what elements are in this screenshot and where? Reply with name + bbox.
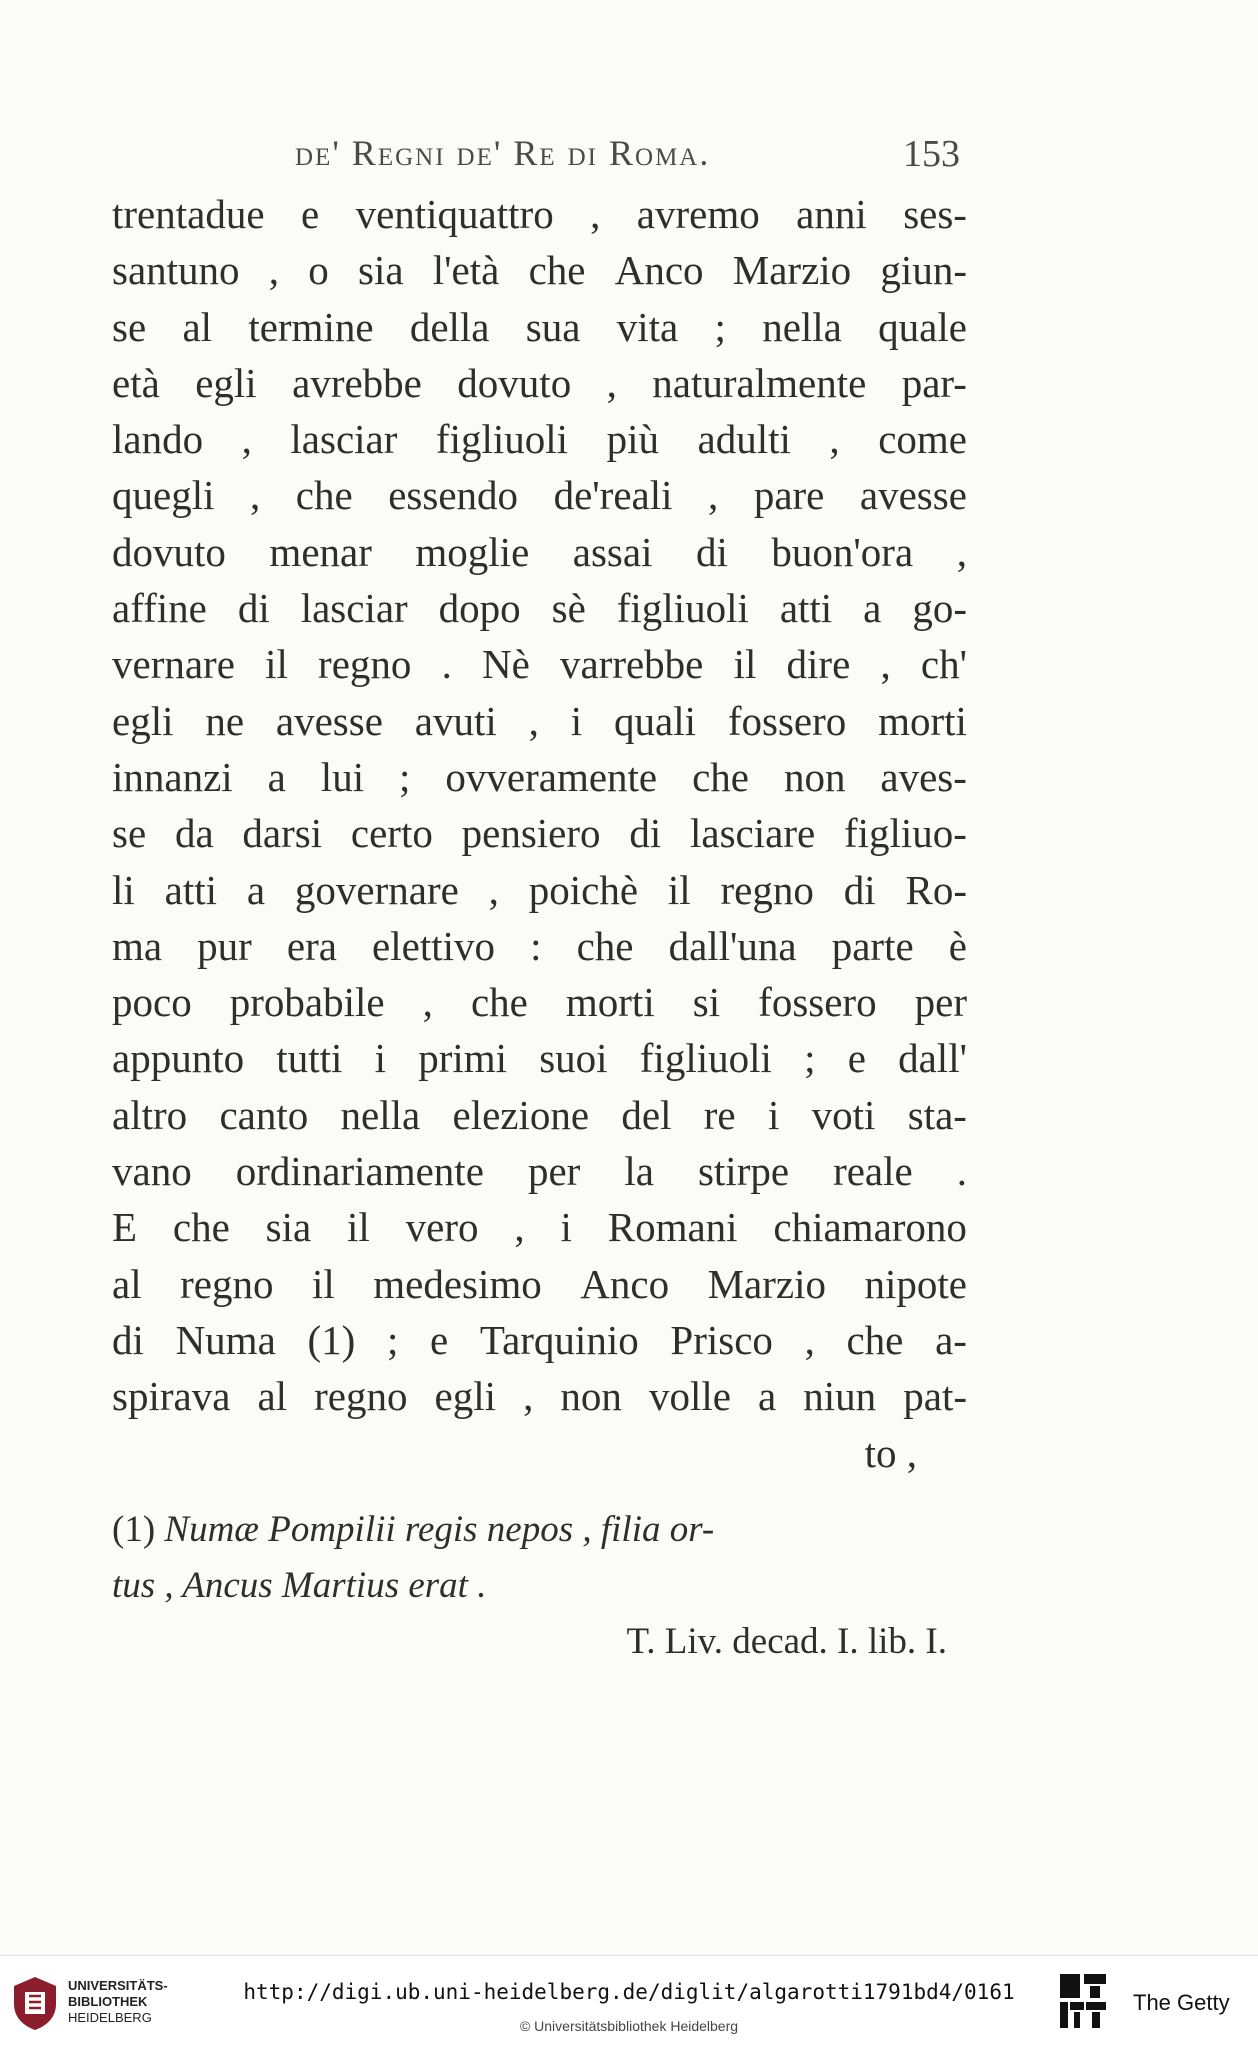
word: suoi — [539, 1035, 608, 1082]
word: vernare — [112, 641, 235, 688]
footnote-marker: (1) — [112, 1509, 156, 1550]
word: certo — [350, 810, 433, 857]
word: , — [956, 528, 967, 575]
word: l'età — [432, 247, 500, 294]
word: vano — [112, 1148, 192, 1195]
word: quegli — [112, 472, 215, 519]
word: termine — [248, 303, 374, 350]
word: chiamarono — [773, 1204, 967, 1251]
word: ; — [714, 303, 726, 350]
word: dopo — [438, 585, 521, 632]
word: , — [829, 416, 840, 463]
word: al — [182, 303, 213, 350]
word: vero — [405, 1204, 479, 1251]
text-line — [112, 524, 967, 580]
footnote-citation: T. Liv. decad. I. lib. I. — [626, 1621, 947, 1662]
page-number: 153 — [903, 133, 960, 175]
word: ; — [399, 753, 411, 800]
running-title: de' Regni de' Re di Roma. — [295, 133, 711, 173]
word: figliuoli — [639, 1035, 772, 1082]
word: pat- — [903, 1373, 967, 1420]
text-line — [112, 749, 967, 805]
library-name-line-2: BIBLIOTHEK — [68, 1994, 148, 2009]
word: il — [311, 1260, 335, 1307]
word: canto — [219, 1091, 309, 1138]
word: pensiero — [461, 810, 601, 857]
word: poichè — [528, 866, 639, 913]
word: i — [374, 1035, 386, 1082]
text-line — [112, 805, 967, 861]
word: governare — [294, 866, 459, 913]
word: lasciar — [290, 416, 398, 463]
copyright-notice: © Universitätsbibliothek Heidelberg — [519, 2018, 739, 2034]
word: elettivo — [372, 922, 496, 969]
word: il — [733, 641, 757, 688]
word: li — [112, 866, 135, 913]
word: voti — [811, 1091, 876, 1138]
word: par- — [901, 359, 967, 406]
word: di — [112, 1316, 144, 1363]
word: se — [112, 303, 147, 350]
word: di — [696, 528, 728, 575]
word: assai — [572, 528, 653, 575]
word: reale — [833, 1148, 913, 1195]
footnote — [112, 1502, 967, 1670]
word: , — [268, 247, 280, 294]
word: , — [422, 979, 433, 1026]
word: . — [441, 641, 452, 688]
word: Marzio — [732, 247, 852, 294]
text-line — [112, 693, 967, 749]
word: menar — [269, 528, 372, 575]
word: al — [257, 1373, 288, 1420]
word: tutti — [276, 1035, 343, 1082]
word: i — [767, 1091, 780, 1138]
word: che — [846, 1316, 904, 1363]
text-line — [112, 186, 967, 242]
word: moglie — [415, 528, 530, 575]
text-line — [112, 299, 967, 355]
word: egli — [195, 359, 257, 406]
word: dovuto — [457, 359, 572, 406]
word: a — [246, 866, 266, 913]
word: egli — [434, 1373, 497, 1420]
word: buon'ora — [771, 528, 914, 575]
word: de'reali — [553, 472, 673, 519]
footnote-line-1 — [112, 1502, 967, 1558]
word: anni — [796, 191, 867, 237]
word: che — [576, 922, 634, 969]
word: lui — [320, 753, 365, 800]
word: il — [667, 866, 691, 913]
word: che — [528, 247, 586, 294]
word: ne — [205, 697, 245, 744]
text-line — [112, 355, 967, 411]
word: stirpe — [697, 1148, 790, 1195]
word: trentadue — [112, 191, 265, 237]
text-line — [112, 1199, 967, 1255]
word: Prisco — [670, 1316, 773, 1363]
word: Tarquinio — [479, 1316, 639, 1363]
word: Numa — [175, 1316, 276, 1363]
word: di — [237, 585, 270, 632]
word: di — [843, 866, 876, 913]
word: sia — [358, 247, 404, 294]
word: per — [527, 1148, 581, 1195]
word: elezione — [452, 1091, 590, 1138]
word: avremo — [636, 191, 760, 237]
word: Anco — [614, 247, 704, 294]
text-line — [112, 1143, 967, 1199]
word: ses- — [903, 191, 967, 237]
word: morti — [878, 697, 967, 744]
word: a — [267, 753, 286, 800]
word: , — [250, 472, 261, 519]
word: , — [708, 472, 719, 519]
text-line — [112, 1256, 967, 1312]
word: non — [560, 1373, 622, 1420]
word: re — [703, 1091, 736, 1138]
word: quali — [614, 697, 696, 744]
word: e — [847, 1035, 866, 1082]
word: fossero — [727, 697, 847, 744]
word: è — [948, 922, 967, 969]
word: altro — [112, 1091, 188, 1138]
word: lando — [112, 416, 204, 463]
word: figliuoli — [616, 585, 749, 632]
word: a — [758, 1373, 777, 1420]
library-name-line-3: HEIDELBERG — [68, 2010, 152, 2025]
word: , — [590, 191, 601, 237]
word: Ro- — [905, 866, 967, 913]
word: vita — [616, 303, 679, 350]
word: aves- — [880, 753, 967, 800]
word: lasciare — [690, 810, 816, 857]
word: E — [112, 1204, 138, 1251]
word: ventiquattro — [355, 191, 554, 237]
word: giun- — [880, 247, 967, 294]
word: dall'una — [668, 922, 797, 969]
word: figliuoli — [435, 416, 569, 463]
word: quale — [878, 303, 967, 350]
text-line — [112, 918, 967, 974]
word: ; — [804, 1035, 816, 1082]
word: a — [863, 585, 882, 632]
word: i — [560, 1204, 572, 1251]
sponsor-name: The Getty — [1133, 1990, 1230, 2015]
footnote-line-2 — [112, 1558, 967, 1614]
word: medesimo — [373, 1260, 542, 1307]
word: atti — [164, 866, 218, 913]
library-name-line-1: UNIVERSITÄTS- — [68, 1978, 168, 1993]
word: adulti — [697, 416, 791, 463]
word: Marzio — [707, 1260, 826, 1307]
word: avrebbe — [292, 359, 422, 406]
word: figliuo- — [843, 810, 967, 857]
text-line — [112, 242, 967, 298]
word: avuti — [414, 697, 497, 744]
word: , — [488, 866, 499, 913]
word: più — [606, 416, 659, 463]
text-line — [112, 636, 967, 692]
word: morti — [565, 979, 655, 1026]
word: avesse — [859, 472, 967, 519]
word: che — [172, 1204, 230, 1251]
word: regno — [314, 1373, 408, 1420]
word: ma — [112, 922, 163, 969]
word: niun — [803, 1373, 877, 1420]
word: Nè — [482, 641, 530, 688]
word: egli — [112, 697, 174, 744]
word: essendo — [388, 472, 519, 519]
word: ordinariamente — [235, 1148, 484, 1195]
word: primi — [418, 1035, 508, 1082]
word: età — [112, 359, 160, 406]
word: era — [286, 922, 337, 969]
word: si — [692, 979, 721, 1026]
word: sè — [551, 585, 586, 632]
word: , — [880, 641, 891, 688]
viewer-footer — [0, 1955, 1258, 2048]
word: atti — [779, 585, 833, 632]
word: non — [783, 753, 846, 800]
word: ch' — [920, 641, 967, 688]
word: go- — [912, 585, 967, 632]
word: al — [112, 1260, 142, 1307]
word: il — [347, 1204, 370, 1251]
word: del — [621, 1091, 672, 1138]
text-line — [112, 862, 967, 918]
word: regno — [720, 866, 814, 913]
word: nipote — [864, 1260, 967, 1307]
word: spirava — [112, 1373, 231, 1420]
word: santuno — [112, 247, 240, 294]
word: parte — [831, 922, 914, 969]
word: . — [956, 1148, 967, 1195]
word: ; — [386, 1316, 399, 1363]
word: darsi — [242, 810, 323, 857]
text-line — [112, 467, 967, 523]
word: , — [514, 1204, 525, 1251]
text-line — [112, 1030, 967, 1086]
word: nella — [340, 1091, 421, 1138]
permalink-url[interactable]: http://digi.ub.uni-heidelberg.de/diglit/algarotti1791bd4/0161 — [243, 1980, 1015, 2004]
word: avesse — [275, 697, 383, 744]
word: poco — [112, 979, 192, 1026]
word: sia — [265, 1204, 312, 1251]
word: il — [265, 641, 288, 688]
word: Romani — [607, 1204, 738, 1251]
text-line — [112, 1087, 967, 1143]
word: i — [570, 697, 583, 744]
word: appunto — [112, 1035, 245, 1082]
word: (1) — [307, 1316, 356, 1363]
body-text — [112, 186, 967, 1481]
footnote-text-1: Numæ Pompilii regis nepos , filia or- — [164, 1509, 715, 1550]
text-line — [112, 1368, 967, 1424]
word: Anco — [580, 1260, 670, 1307]
word: probabile — [229, 979, 385, 1026]
word: che — [692, 753, 749, 800]
word: di — [629, 810, 662, 857]
word: dovuto — [112, 528, 226, 575]
word: che — [470, 979, 528, 1026]
word: , — [241, 416, 252, 463]
word: lasciar — [300, 585, 408, 632]
word: : — [530, 922, 542, 969]
word: pare — [753, 472, 825, 519]
word: regno — [180, 1260, 274, 1307]
word: , — [523, 1373, 534, 1420]
word: pur — [197, 922, 252, 969]
word: , — [606, 359, 617, 406]
word: a- — [935, 1316, 967, 1363]
word: volle — [648, 1373, 731, 1420]
text-line — [112, 1312, 967, 1368]
footnote-text-2: tus , Ancus Martius erat . — [112, 1565, 487, 1606]
word: varrebbe — [559, 641, 704, 688]
word: , — [804, 1316, 815, 1363]
word: da — [174, 810, 214, 857]
word: e — [430, 1316, 449, 1363]
word: innanzi — [112, 753, 233, 800]
word: che — [295, 472, 353, 519]
word: sta- — [907, 1091, 967, 1138]
word: se — [112, 810, 147, 857]
getty-logo-icon — [1058, 1972, 1108, 2032]
word: della — [409, 303, 490, 350]
word: e — [300, 191, 320, 237]
word: dall' — [898, 1035, 967, 1082]
catchword: to , — [864, 1429, 917, 1476]
word: regno — [318, 641, 412, 688]
word: come — [878, 416, 967, 463]
word: fossero — [758, 979, 877, 1026]
word: ovveramente — [445, 753, 658, 800]
word: o — [308, 247, 329, 294]
word: , — [528, 697, 539, 744]
running-head — [120, 132, 960, 182]
word: affine — [112, 585, 207, 632]
text-line — [112, 580, 967, 636]
word: naturalmente — [652, 359, 867, 406]
word: la — [624, 1148, 654, 1195]
text-line — [112, 411, 967, 467]
word: sua — [525, 303, 581, 350]
word: dire — [786, 641, 851, 688]
text-line — [112, 974, 967, 1030]
word: nella — [762, 303, 842, 350]
word: per — [914, 979, 967, 1026]
catchword-line — [112, 1425, 967, 1481]
